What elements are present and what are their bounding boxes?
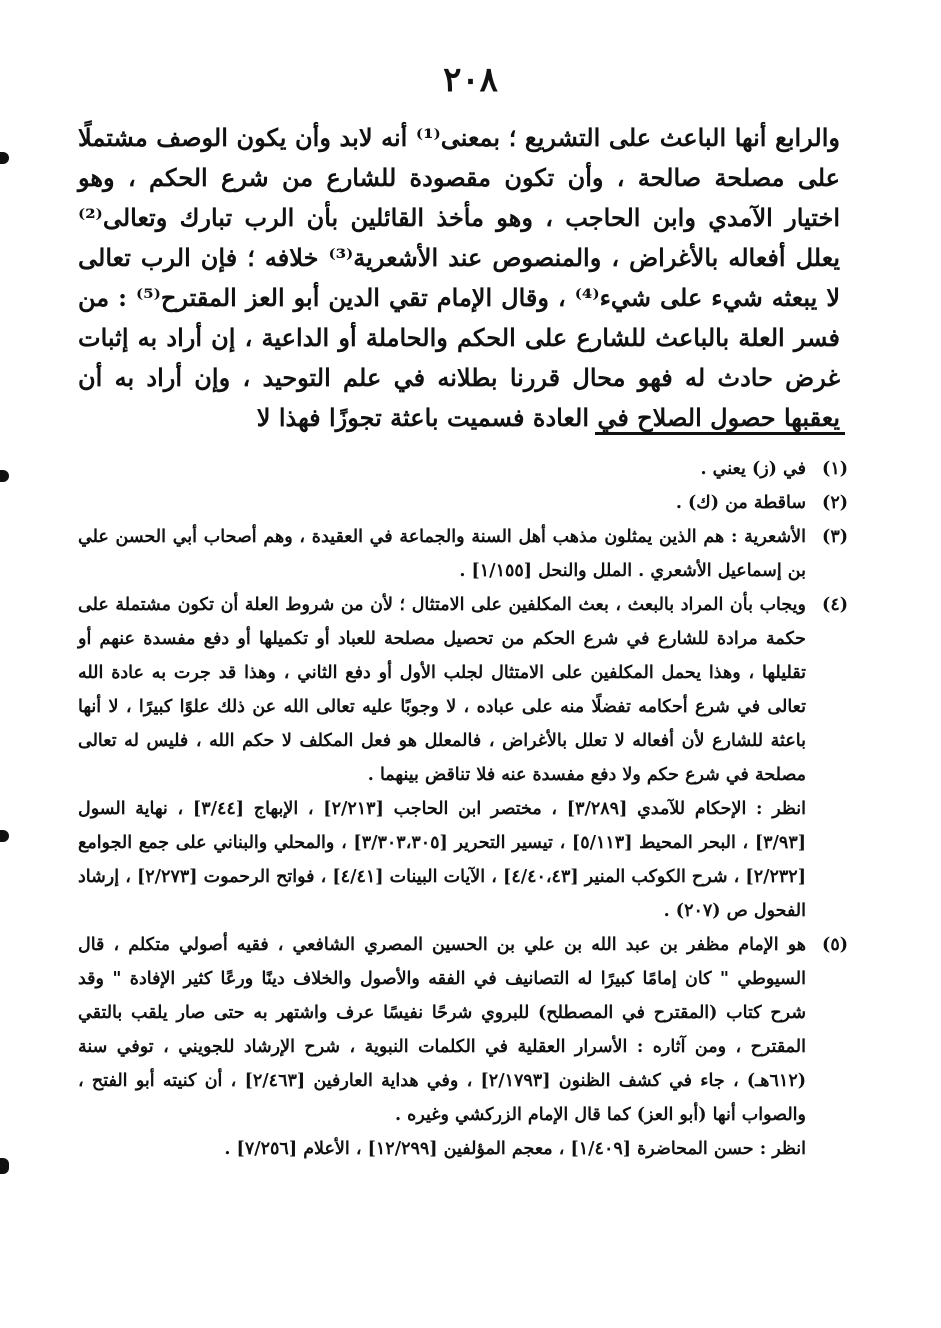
footnote-4-references: انظر : الإحكام للآمدي [٣/٢٨٩] ، مختصر ابن الحاجب [٢/٢١٣] ، الإبهاج [٣/٤٤] ، نهاية السول [٣/٩٣] ، البحر المحيط [٥/١١٣] ، تيسير التحرير [٣/٣٠٣،٣٠٥] ، والمحلي والبناني على جمع الجوامع [٢/٢٣٢] ، شرح الكوكب المنير [٤/٤٠،٤٣] ، الآيات البينات [٤/٤١] ، فواتح الرحموت [٢/٢٧٣] ، إرشاد الفحول ص (٢٠٧) . [78,799,806,921]
footnote-text: ويجاب بأن المراد بالبعث ، بعث المكلفين على الامتثال ؛ لأن من شروط العلة أن تكون مشتملة على حكمة مرادة للشارع في شرع الحكم من تحصيل مصلحة للعباد أو تكميلها أو دفع مفسدة عنهم أو تقليلها ، وهذا يحمل المكلفين على الامتثال لجلب الأول أو دفع الثاني ، وهذا قد جرت به عادة الله تعالى في شرع أحكامه تفضلًا منه على عباده ، لا وجوبًا عليه تعالى الله عن ذلك علوًا كبيرًا ، لا أنها باعثة للشارع لأن أفعاله لا تعلل بالأغراض ، فالمعلل هو فعل المكلف لا حكم الله ، فليس له تعالى مصلحة في شرع حكم ولا دفع مفسدة عنه فلا تناقض بينهما . [78,595,806,785]
footnote-text: الأشعرية : هم الذين يمثلون مذهب أهل السنة والجماعة في العقيدة ، وهم أصحاب أبي الحسن علي بن إسماعيل الأشعري . الملل والنحل [١/١٥٥] . [78,527,806,581]
footnote-number: (٣) [822,527,848,547]
footnote-4 [78,588,848,792]
footnote-3 [78,520,848,588]
footnote-5-references: انظر : حسن المحاضرة [١/٤٠٩] ، معجم المؤلفين [١٢/٢٩٩] ، الأعلام [٧/٢٥٦] . [224,1139,806,1159]
footnote-text: هو الإمام مظفر بن عبد الله بن علي بن الحسين المصري الشافعي ، فقيه أصولي متكلم ، قال السيوطي " كان إمامًا كبيرًا له التصانيف في الفقه والأصول والخلاف دينًا ورعًا كثير الإفادة " وقد شرح كتاب (المقترح في المصطلح) للبروي شرحًا نفيسًا عرف واشتهر به حتى صار يلقب بالتقي المقترح ، ومن آثاره : الأسرار العقلية في الكلمات النبوية ، شرح الإرشاد للجويني ، توفي سنة (٦١٢هـ) ، جاء في كشف الظنون [٢/١٧٩٣] ، وفي هداية العارفين [٢/٤٦٣] ، أن كنيته أبو الفتح ، والصواب أنها (أبو العز) كما قال الإمام الزركشي وغيره . [78,935,806,1125]
footnote-number: (٢) [822,493,848,513]
page-number: ٢٠٨ [443,60,498,100]
footnote-text: في (ز) يعني . [700,459,806,479]
scan-binding-mark [0,1158,9,1174]
footnote-separator [595,432,845,435]
main-text [78,118,840,438]
footnote-number: (١) [822,459,848,479]
footnote-2 [78,486,848,520]
footnote-text: ساقطة من (ك) . [675,493,806,513]
main-paragraph: والرابع أنها الباعث على التشريع ؛ بمعنى⁽¹⁾ أنه لابد وأن يكون الوصف مشتملًا على مصلحة صالحة ، وأن تكون مقصودة للشارع من شرع الحكم ، وهو اختيار الآمدي وابن الحاجب ، وهو مأخذ القائلين بأن الرب تبارك وتعالى⁽²⁾ يعلل أفعاله بالأغراض ، والمنصوص عند الأشعرية⁽³⁾ خلافه ؛ فإن الرب تعالى لا يبعثه شيء على شيء⁽⁴⁾ ، وقال الإمام تقي الدين أبو العز المقترح⁽⁵⁾ : من فسر العلة بالباعث للشارع على الحكم والحاملة أو الداعية ، إن أراد به إثبات غرض حادث له فهو محال قررنا بطلانه في علم التوحيد ، وإن أراد به أن يعقبها حصول الصلاح في العادة فسميت باعثة تجوزًا فهذا لا [78,123,841,432]
footnote-5 [78,928,848,1132]
scan-binding-mark [0,470,9,482]
footnote-number: (٥) [822,935,848,955]
footnote-number: (٤) [822,595,848,615]
footnotes [78,452,848,1166]
scan-binding-mark [0,152,9,164]
scan-binding-mark [0,830,9,842]
footnote-1 [78,452,848,486]
